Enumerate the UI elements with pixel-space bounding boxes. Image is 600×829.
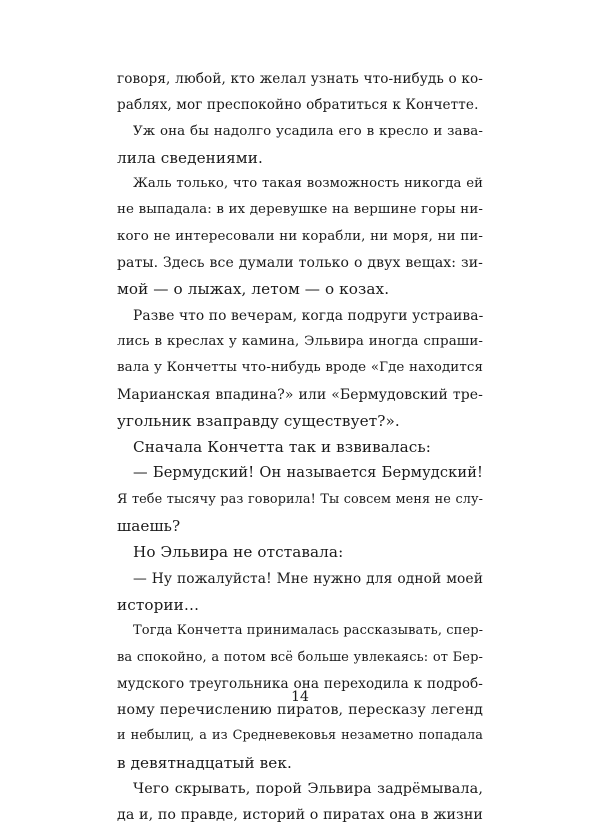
text-line: лись в креслах у камина, Эльвира иногда спраши- [117, 333, 483, 349]
text-line: Уж она бы надолго усадила его в кресло и зава- [133, 123, 483, 139]
text-line: Жаль только, что такая возможность никогда ей [133, 176, 483, 192]
text-line: да и, по правде, историй о пиратах она в жизни [117, 807, 483, 824]
text-line: Чего скрывать, порой Эльвира задрёмывала, [133, 781, 483, 798]
text-line: кого не интересовали ни корабли, ни моря, ни пи- [117, 228, 483, 244]
text-line: угольник взаправду существует?». [117, 411, 400, 430]
text-line: в девятнадцатый век. [117, 753, 292, 772]
text-line: раты. Здесь все думали только о двух вещах: зи- [117, 255, 483, 272]
text-line: — Ну пожалуйста! Мне нужно для одной моей [133, 570, 483, 587]
text-line: Марианская впадина?» или «Бермудовский тре- [117, 386, 483, 403]
text-line: ва спокойно, а потом всё больше увлекаясь: от Бер- [117, 649, 483, 665]
text-line: шаешь? [117, 517, 181, 536]
text-line: лила сведениями. [117, 148, 263, 167]
text-line: мой — о лыжах, летом — о козах. [117, 280, 390, 299]
text-line: раблях, мог преспокойно обратиться к Кончетте. [117, 97, 479, 114]
text-line: Сначала Кончетта так и взвивалась: [133, 438, 431, 457]
text-line: мудского треугольника она переходила к подроб- [117, 675, 483, 692]
text-line: Я тебе тысячу раз говорила! Ты совсем меня не слу- [117, 491, 483, 507]
text-line: истории… [117, 595, 200, 614]
text-line: — Бермудский! Он называется Бермудский! [133, 464, 483, 482]
text-line: Тогда Кончетта принималась рассказывать, спер- [133, 623, 484, 639]
text-line: Разве что по вечерам, когда подруги устраива- [133, 307, 484, 324]
body-text [117, 66, 483, 829]
text-line: вала у Кончетты что-нибудь вроде «Где находится [117, 360, 483, 376]
page-number: 14 [291, 689, 309, 705]
text-line: и небылиц, а из Средневековья незаметно попадала [117, 728, 483, 744]
text-line: Но Эльвира не отставала: [133, 543, 344, 562]
text-line: не выпадала: в их деревушке на вершине горы ни- [117, 202, 483, 218]
text-line: ному перечислению пиратов, пересказу легенд [117, 702, 483, 719]
text-line: говоря, любой, кто желал узнать что-нибудь о ко- [117, 71, 483, 87]
